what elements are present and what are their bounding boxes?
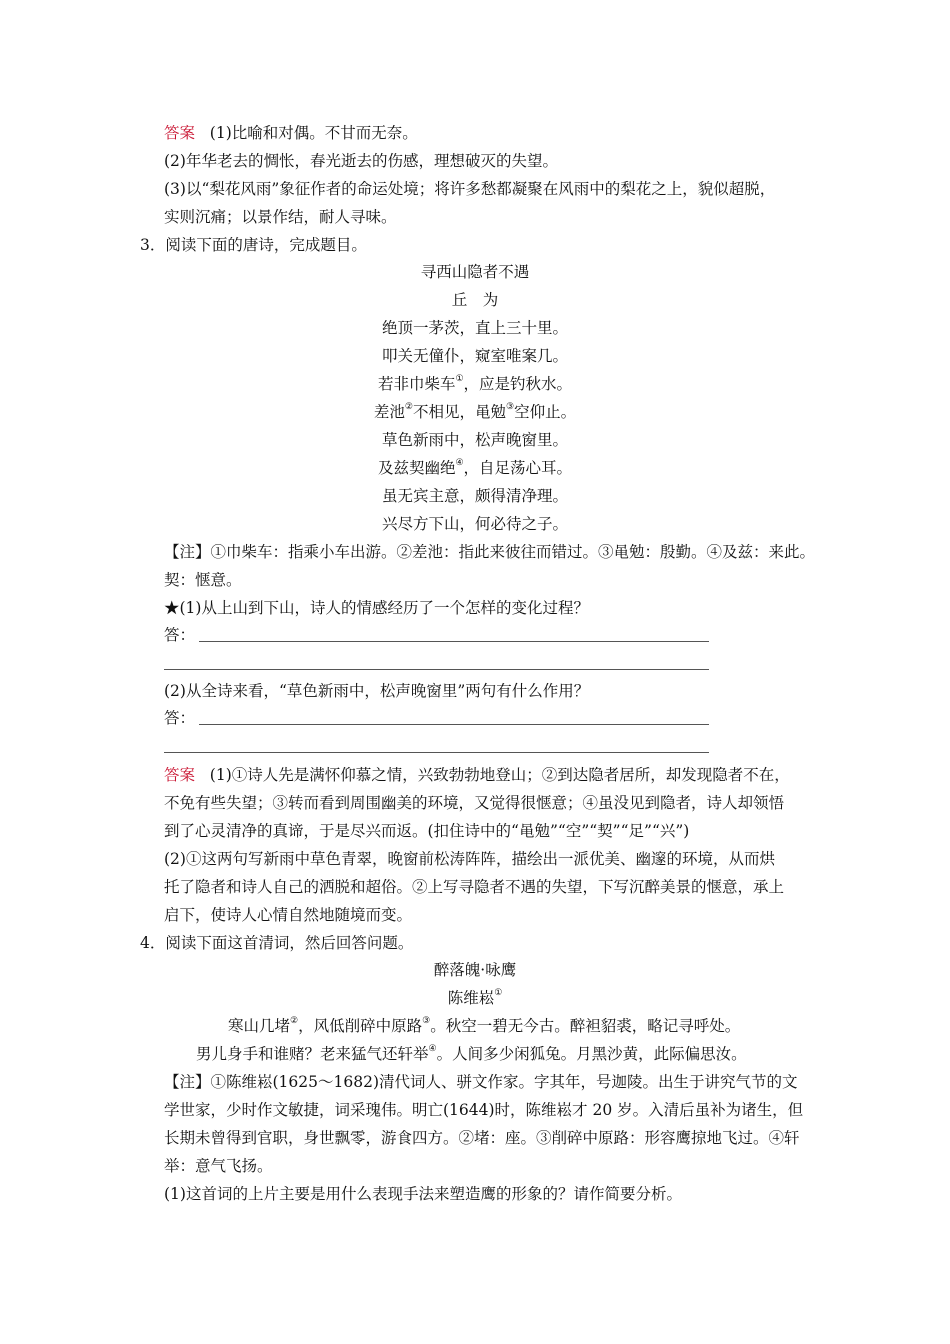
q4-note-line-4: 举：意气飞扬。 xyxy=(164,1157,273,1175)
q3-heading: 3．阅读下面的唐诗，完成题目。 xyxy=(140,236,367,254)
q2-answer-line-1: 答案 (1)比喻和对偶。不甘而无奈。 xyxy=(164,124,418,142)
q3-poem-line-4: 差池②不相见，黾勉③空仰止。 xyxy=(373,402,577,421)
q3-poem-line-6: 及兹契幽绝④，自足荡心耳。 xyxy=(377,458,573,477)
q3-note-line-2: 契：惬意。 xyxy=(164,571,242,589)
q4-ci-title: 醉落魄·咏鹰 xyxy=(433,961,517,979)
q3-poem-line-7: 虽无宾主意，颇得清净理。 xyxy=(381,487,568,505)
q4-ci-author: 陈维崧① xyxy=(447,988,503,1007)
answer-label: 答案 xyxy=(164,766,196,784)
answer-label: 答案 xyxy=(164,124,196,142)
q3-answer-line-4: (2)①这两句写新雨中草色青翠，晚窗前松涛阵阵，描绘出一派优美、幽邃的环境，从而烘 xyxy=(164,850,775,868)
q3-poem-line-3: 若非巾柴车①，应是钓秋水。 xyxy=(377,374,573,393)
q3-answer-line-2: 不免有些失望；③转而看到周围幽美的环境，又觉得很惬意；④虽没见到隐者，诗人却领悟 xyxy=(164,794,785,812)
q3-answer-line-3: 到了心灵清净的真谛，于是尽兴而返。(扣住诗中的“黾勉”“空”“契”“足”“兴”) xyxy=(164,822,690,840)
q3-poem-line-1: 绝顶一茅茨，直上三十里。 xyxy=(381,319,568,337)
q3-poem-title: 寻西山隐者不遇 xyxy=(420,263,530,281)
q4-note-line-1: 【注】①陈维崧(1625～1682)清代词人、骈文作家。字其年，号迦陵。出生于讲究气节的文 xyxy=(164,1073,798,1091)
q3-poem-author: 丘 为 xyxy=(451,291,499,309)
q2-answer-line-2: (2)年华老去的惆怅，春光逝去的伤感，理想破灭的失望。 xyxy=(164,152,558,170)
answer-blank-line[interactable] xyxy=(199,641,709,642)
q2-answer-line-3: (3)以“梨花风雨”象征作者的命运处境；将许多愁都凝聚在风雨中的梨花之上，貌似超脱， xyxy=(164,180,776,198)
q3-answer-line-6: 启下，使诗人心情自然地随境而变。 xyxy=(164,906,413,924)
q3-answer-line-5: 托了隐者和诗人自己的洒脱和超俗。②上写寻隐者不遇的失望，下写沉醉美景的惬意，承上 xyxy=(164,878,785,896)
q3-poem-line-5: 草色新雨中，松声晚窗里。 xyxy=(381,431,568,449)
q3-note-line-1: 【注】①巾柴车：指乘小车出游。②差池：指此来彼往而错过。③黾勉：殷勤。④及兹：来此。 xyxy=(164,543,816,561)
q4-subquestion-1: (1)这首词的上片主要是用什么表现手法来塑造鹰的形象的？请作简要分析。 xyxy=(164,1185,682,1203)
q3-subquestion-2: (2)从全诗来看，“草色新雨中，松声晚窗里”两句有什么作用？ xyxy=(164,682,590,700)
answer-blank-line[interactable] xyxy=(164,669,709,670)
answer-prefix: 答： xyxy=(164,709,196,727)
q4-ci-line-1: 寒山几堵②，风低削碎中原路③。秋空一碧无今古。醉袒貂裘，略记寻呼处。 xyxy=(228,1016,741,1035)
answer-blank-line[interactable] xyxy=(164,752,709,753)
q3-answer-line-1: 答案 (1)①诗人先是满怀仰慕之情，兴致勃勃地登山；②到达隐者居所，却发现隐者不在， xyxy=(164,766,790,784)
q4-note-line-2: 学世家，少时作文敏捷，词采瑰伟。明亡(1644)时，陈维崧才 20 岁。入清后虽补为诸生，但 xyxy=(164,1101,804,1119)
q4-ci-line-2: 男儿身手和谁赌？老来猛气还轩举④。人间多少闲狐兔。月黑沙黄，此际偏思汝。 xyxy=(196,1044,747,1063)
q3-poem-line-8: 兴尽方下山，何必待之子。 xyxy=(381,515,568,533)
q2-answer-line-4: 实则沉痛；以景作结，耐人寻味。 xyxy=(164,208,397,226)
answer-blank-line[interactable] xyxy=(199,724,709,725)
q3-poem-line-2: 叩关无僮仆，窥室唯案几。 xyxy=(381,347,568,365)
q4-heading: 4．阅读下面这首清词，然后回答问题。 xyxy=(140,934,414,952)
q3-subquestion-1: ★(1)从上山到下山，诗人的情感经历了一个怎样的变化过程？ xyxy=(164,599,589,617)
q4-note-line-3: 长期未曾得到官职，身世飘零，游食四方。②堵：座。③削碎中原路：形容鹰掠地飞过。④轩 xyxy=(164,1129,800,1147)
answer-prefix: 答： xyxy=(164,626,196,644)
